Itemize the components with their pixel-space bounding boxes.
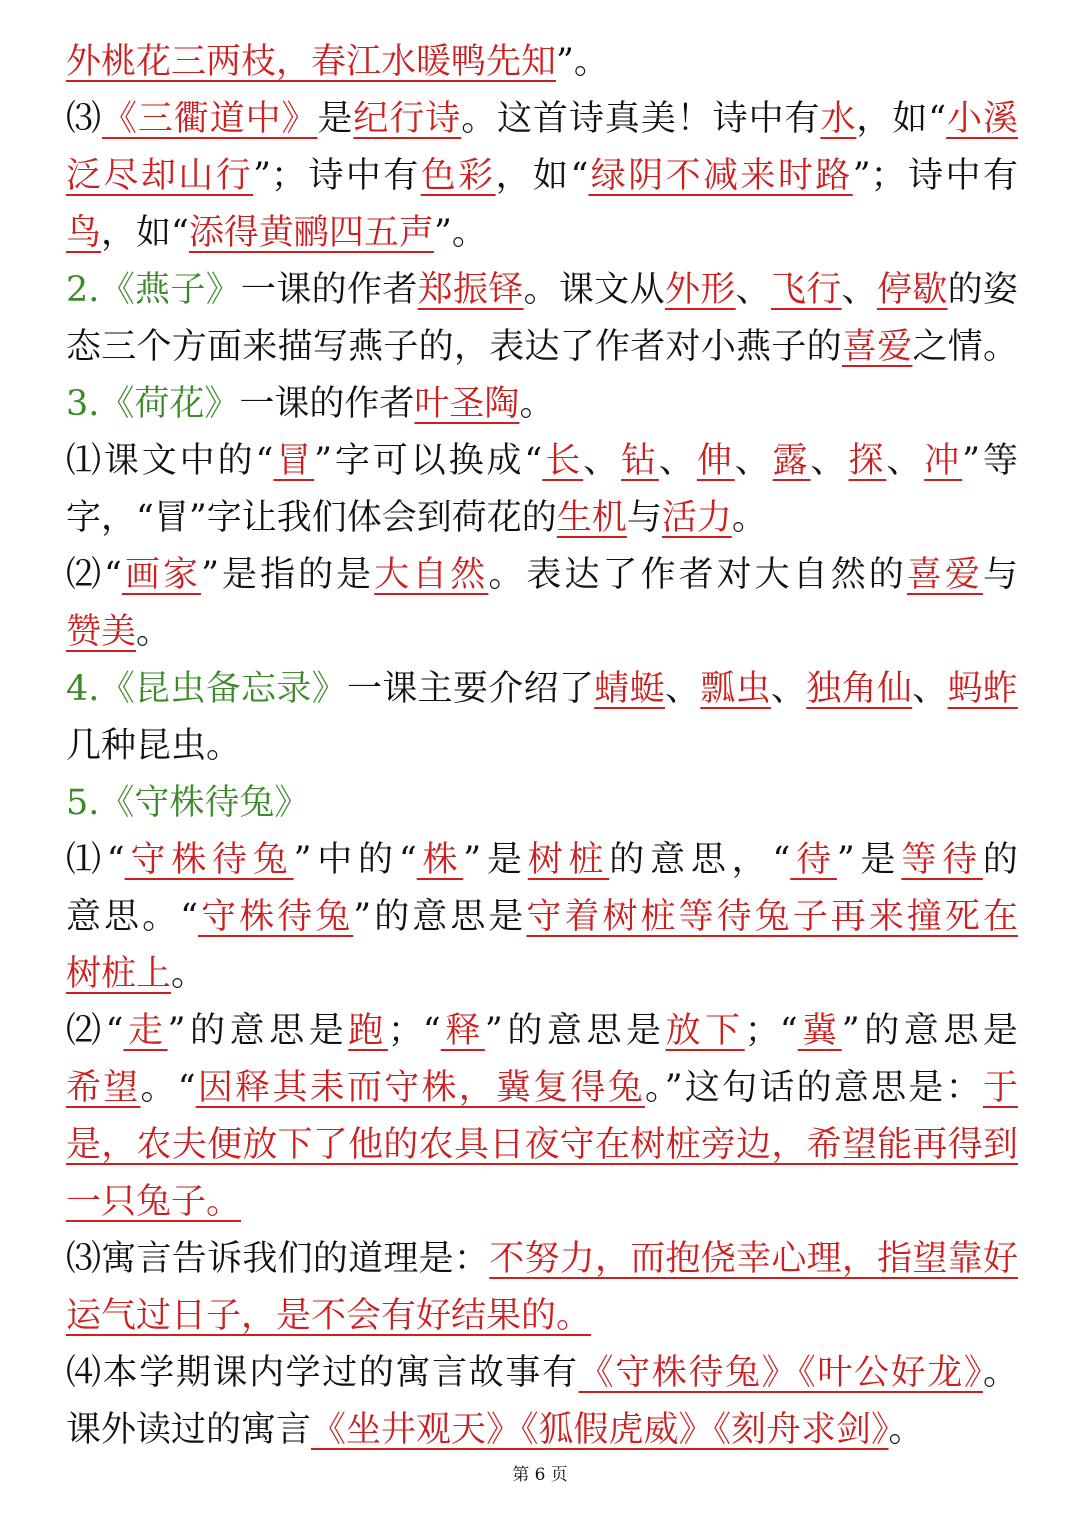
answer-text: 株 bbox=[416, 840, 464, 880]
answer-text: 色彩 bbox=[420, 156, 496, 196]
answer-text: 鸟 bbox=[66, 213, 102, 253]
text-line bbox=[66, 376, 1018, 433]
body-text: ；“ bbox=[387, 1011, 441, 1051]
body-text: 、 bbox=[583, 441, 622, 481]
body-text: ”；诗中有 bbox=[852, 156, 1018, 196]
lesson-heading: 2.《燕子》 bbox=[66, 270, 242, 310]
text-line bbox=[66, 148, 1018, 205]
body-text: ”是 bbox=[836, 840, 902, 880]
text-line bbox=[66, 1060, 1018, 1117]
text-line bbox=[66, 262, 1018, 319]
body-text: 。 bbox=[731, 498, 767, 538]
answer-text: 画家 bbox=[121, 555, 202, 595]
body-text: ⑵“ bbox=[66, 555, 122, 595]
body-text: ，如“ bbox=[495, 156, 589, 196]
text-line bbox=[66, 433, 1018, 490]
body-text: ”等 bbox=[962, 441, 1018, 481]
answer-text: 郑振铎 bbox=[417, 270, 524, 310]
text-line bbox=[66, 1345, 1018, 1402]
answer-text: 停歇 bbox=[876, 270, 948, 310]
answer-text: 外桃花三两枝，春江水暖鸭先知 bbox=[66, 42, 557, 82]
answer-text: 喜爱 bbox=[841, 327, 913, 367]
body-text: ，如“ bbox=[856, 99, 947, 139]
answer-text: 叶圣陶 bbox=[414, 384, 520, 424]
document-body bbox=[66, 34, 1018, 1459]
text-line bbox=[66, 946, 1018, 1003]
lesson-heading: 4.《昆虫备忘录》 bbox=[66, 669, 347, 709]
body-text: ”字可以换成“ bbox=[314, 441, 543, 481]
answer-text: 大自然 bbox=[374, 555, 489, 595]
text-line bbox=[66, 547, 1018, 604]
answer-text: 小溪 bbox=[946, 99, 1018, 139]
body-text: ⑴课文中的“ bbox=[66, 441, 274, 481]
answer-text: 希望 bbox=[66, 1068, 141, 1108]
answer-text: 赞美 bbox=[66, 612, 137, 652]
body-text: 。表达了作者对大自然的 bbox=[488, 555, 907, 595]
page-footer: 第 6 页 bbox=[512, 1465, 568, 1485]
text-line bbox=[66, 490, 1018, 547]
body-text: 态三个方面来描写燕子的，表达了作者对小燕子的 bbox=[66, 327, 842, 367]
answer-text: 等待 bbox=[901, 840, 983, 880]
body-text: 。 bbox=[888, 1410, 924, 1450]
body-text: 、 bbox=[886, 441, 925, 481]
body-text: ⑶寓言告诉我们的道理是： bbox=[66, 1239, 490, 1279]
body-text: 。 bbox=[136, 612, 172, 652]
body-text: ；“ bbox=[744, 1011, 798, 1051]
body-text: ⑵“ bbox=[66, 1011, 124, 1051]
answer-text: 蜻蜓 bbox=[594, 669, 665, 709]
answer-text: 走 bbox=[123, 1011, 168, 1051]
answer-text: 纪行诗 bbox=[353, 99, 462, 139]
text-line bbox=[66, 91, 1018, 148]
body-text: 、 bbox=[658, 441, 697, 481]
body-text: ”中的“ bbox=[293, 840, 417, 880]
text-line bbox=[66, 319, 1018, 376]
answer-text: 冲 bbox=[924, 441, 963, 481]
body-text: 、 bbox=[841, 270, 877, 310]
answer-text: 守株待兔 bbox=[198, 897, 354, 937]
body-text: 。“ bbox=[140, 1068, 196, 1108]
answer-text: 冀 bbox=[797, 1011, 842, 1051]
text-line bbox=[66, 1402, 1018, 1459]
text-line bbox=[66, 661, 1018, 718]
answer-text: 绿阴不减来时路 bbox=[588, 156, 853, 196]
body-text: ⑶ bbox=[66, 99, 102, 139]
text-line bbox=[66, 889, 1018, 946]
body-text: ，如“ bbox=[101, 213, 189, 253]
answer-text: 于 bbox=[982, 1068, 1018, 1108]
answer-text: 《守株待兔》《叶公好龙》 bbox=[578, 1353, 983, 1393]
answer-text: 不努力，而抱侥幸心理，指望靠好 bbox=[489, 1239, 1018, 1279]
answer-text: 蚂蚱 bbox=[947, 669, 1018, 709]
body-text: ”；诗中有 bbox=[253, 156, 421, 196]
answer-text: 《三衢道中》 bbox=[101, 99, 318, 139]
body-text: 、 bbox=[735, 270, 771, 310]
text-line bbox=[66, 1288, 1018, 1345]
answer-text: 生机 bbox=[556, 498, 627, 538]
body-text: 一课主要介绍了 bbox=[347, 669, 595, 709]
answer-text: 是，农夫便放下了他的农具日夜守在树桩旁边，希望能再得到 bbox=[66, 1125, 1018, 1165]
text-line bbox=[66, 718, 1018, 775]
body-text: 。课文从 bbox=[523, 270, 665, 310]
answer-text: 《坐井观天》《狐假虎威》《刻舟求剑》 bbox=[311, 1410, 889, 1450]
body-text: 与 bbox=[626, 498, 662, 538]
body-text: 之情。 bbox=[912, 327, 1018, 367]
body-text: 、 bbox=[770, 669, 807, 709]
answer-text: 释 bbox=[440, 1011, 485, 1051]
text-line bbox=[66, 1117, 1018, 1174]
answer-text: 独角仙 bbox=[806, 669, 913, 709]
answer-text: 露 bbox=[772, 441, 811, 481]
body-text: 的 bbox=[982, 840, 1018, 880]
body-text: ”的意思是 bbox=[484, 1011, 666, 1051]
body-text: 。这首诗真美！诗中有 bbox=[461, 99, 821, 139]
body-text: ”是指的是 bbox=[201, 555, 375, 595]
answer-text: 飞行 bbox=[770, 270, 842, 310]
text-line bbox=[66, 1003, 1018, 1060]
body-text: 与 bbox=[982, 555, 1018, 595]
answer-text: 守株待兔 bbox=[124, 840, 294, 880]
body-text: 的意思，“ bbox=[609, 840, 791, 880]
body-text: ”的意思是 bbox=[841, 1011, 1018, 1051]
answer-text: 运气过日子，是不会有好结果的。 bbox=[66, 1296, 592, 1336]
body-text: 是 bbox=[317, 99, 354, 139]
text-line bbox=[66, 604, 1018, 661]
answer-text: 外形 bbox=[664, 270, 736, 310]
body-text: ”是 bbox=[463, 840, 528, 880]
body-text: ”的意思是 bbox=[167, 1011, 349, 1051]
body-text: 、 bbox=[664, 669, 701, 709]
answer-text: 伸 bbox=[696, 441, 735, 481]
body-text: 一课的作者 bbox=[239, 384, 415, 424]
answer-text: 活力 bbox=[661, 498, 732, 538]
body-text: 。 bbox=[171, 954, 207, 994]
body-text: 意思。“ bbox=[66, 897, 199, 937]
answer-text: 探 bbox=[848, 441, 887, 481]
body-text: ⑴“ bbox=[66, 840, 125, 880]
body-text: 、 bbox=[810, 441, 849, 481]
body-text: ”。 bbox=[433, 213, 487, 253]
text-line bbox=[66, 775, 1018, 832]
body-text: 。 bbox=[982, 1353, 1018, 1393]
answer-text: 水 bbox=[820, 99, 857, 139]
body-text: 的姿 bbox=[947, 270, 1018, 310]
lesson-heading: 5.《守株待兔》 bbox=[66, 783, 310, 823]
answer-text: 钻 bbox=[621, 441, 659, 481]
answer-text: 守着树桩等待兔子再来撞死在 bbox=[526, 897, 1018, 937]
text-line bbox=[66, 205, 1018, 262]
answer-text: 长 bbox=[542, 441, 584, 481]
answer-text: 树桩上 bbox=[66, 954, 172, 994]
answer-text: 泛尽却山行 bbox=[66, 156, 254, 196]
body-text: 几种昆虫。 bbox=[66, 726, 242, 766]
answer-text: 一只兔子。 bbox=[66, 1182, 242, 1222]
answer-text: 树桩 bbox=[527, 840, 610, 880]
body-text: ”的意思是 bbox=[353, 897, 527, 937]
text-line bbox=[66, 1231, 1018, 1288]
body-text: 一课的作者 bbox=[241, 270, 418, 310]
answer-text: 瓢虫 bbox=[700, 669, 771, 709]
text-line bbox=[66, 34, 1018, 91]
answer-text: 冒 bbox=[273, 441, 315, 481]
answer-text: 跑 bbox=[348, 1011, 388, 1051]
body-text: 字，“冒”字让我们体会到荷花的 bbox=[66, 498, 557, 538]
body-text: ⑷本学期课内学过的寓言故事有 bbox=[66, 1353, 579, 1393]
body-text: 。”这句话的意思是： bbox=[645, 1068, 983, 1108]
answer-text: 喜爱 bbox=[906, 555, 983, 595]
answer-text: 待 bbox=[790, 840, 837, 880]
body-text: 。 bbox=[519, 384, 555, 424]
answer-text: 因释其耒而守株，冀复得兔 bbox=[195, 1068, 645, 1108]
lesson-heading: 3.《荷花》 bbox=[66, 384, 240, 424]
body-text: 、 bbox=[912, 669, 948, 709]
text-line bbox=[66, 832, 1018, 889]
text-line bbox=[66, 1174, 1018, 1231]
body-text: 课外读过的寓言 bbox=[66, 1410, 312, 1450]
body-text: ”。 bbox=[556, 42, 609, 82]
body-text: 、 bbox=[734, 441, 773, 481]
answer-text: 添得黄鹂四五声 bbox=[188, 213, 434, 253]
answer-text: 放下 bbox=[665, 1011, 745, 1051]
